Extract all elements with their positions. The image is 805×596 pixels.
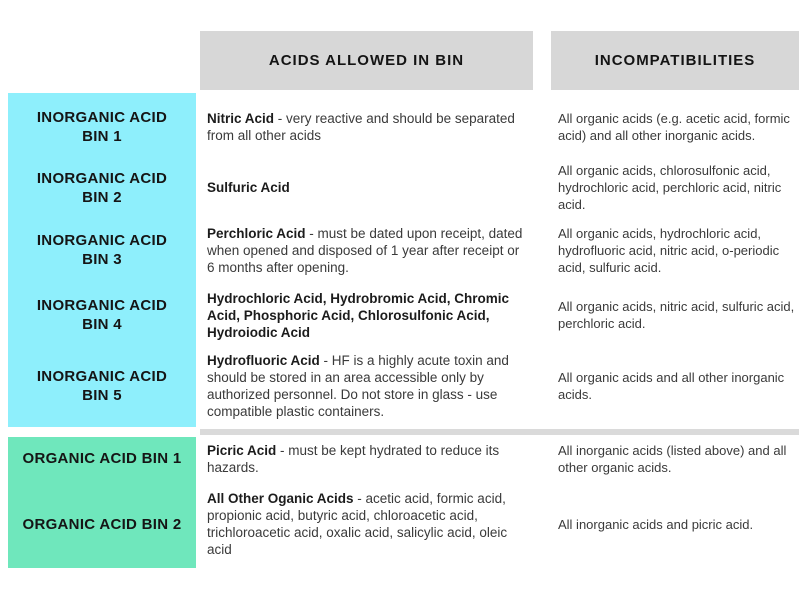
column-header-acids-allowed: [200, 31, 533, 90]
column-header-acids-allowed-label: ACIDS ALLOWED IN BIN: [268, 52, 465, 69]
acids-allowed-organic-2: All Other Oganic Acids - acetic acid, formic acid, propionic acid, butyric acid, chloroacetic acid, trichloroacetic acid, oxalic acid, salicylic acid, oleic acid: [207, 491, 508, 557]
incompatibilities-inorganic-4: All organic acids, nitric acid, sulfuric acid, perchloric acid.: [558, 299, 795, 331]
bin-label-inorganic-1: INORGANIC ACID BIN 1: [8, 93, 196, 160]
bin-label-organic-1: ORGANIC ACID BIN 1: [8, 437, 196, 480]
bin-label-organic-2: ORGANIC ACID BIN 2: [8, 480, 196, 568]
bin-label-inorganic-4: INORGANIC ACID BIN 4: [8, 285, 196, 345]
incompatibilities-inorganic-5: All organic acids and all other inorganic acids.: [558, 370, 785, 402]
incompatibilities-inorganic-3: All organic acids, hydrochloric acid, hydrofluoric acid, nitric acid, o-periodic acid, sulfuric acid.: [558, 225, 780, 275]
incompatibilities-inorganic-2: All organic acids, chlorosulfonic acid, hydrochloric acid, perchloric acid, nitric acid.: [558, 163, 782, 212]
acids-allowed-inorganic-4: Hydrochloric Acid, Hydrobromic Acid, Chromic Acid, Phosphoric Acid, Chlorosulfonic Acid, Hydroiodic Acid: [207, 290, 510, 340]
incompatibilities-inorganic-1: All organic acids (e.g. acetic acid, formic acid) and all other inorganic acids.: [558, 110, 790, 143]
incompatibilities-organic-2: All inorganic acids and picric acid.: [558, 516, 754, 532]
acids-allowed-inorganic-1: Nitric Acid - very reactive and should be separated from all other acids: [207, 110, 515, 143]
bin-label-inorganic-5: INORGANIC ACID BIN 5: [8, 345, 196, 427]
column-header-incompatibilities-label: INCOMPATIBILITIES: [594, 52, 756, 69]
acids-allowed-inorganic-5: Hydrofluoric Acid - HF is a highly acute toxin and should be stored in an area accessible only by authorized personnel. Do not store in glass - use compatible plastic containers.: [207, 353, 509, 419]
incompatibilities-organic-1: All inorganic acids (listed above) and all other organic acids.: [558, 442, 787, 475]
column-header-incompatibilities: [551, 31, 799, 90]
acids-allowed-inorganic-2: Sulfuric Acid: [207, 180, 290, 195]
section-divider: [200, 429, 799, 435]
bin-label-inorganic-3: INORGANIC ACID BIN 3: [8, 215, 196, 285]
acids-allowed-inorganic-3: Perchloric Acid - must be dated upon receipt, dated when opened and disposed of 1 year after receipt or 6 months after opening.: [207, 225, 523, 275]
acids-allowed-organic-1: Picric Acid - must be kept hydrated to reduce its hazards.: [207, 442, 500, 475]
bin-label-inorganic-2: INORGANIC ACID BIN 2: [8, 160, 196, 215]
